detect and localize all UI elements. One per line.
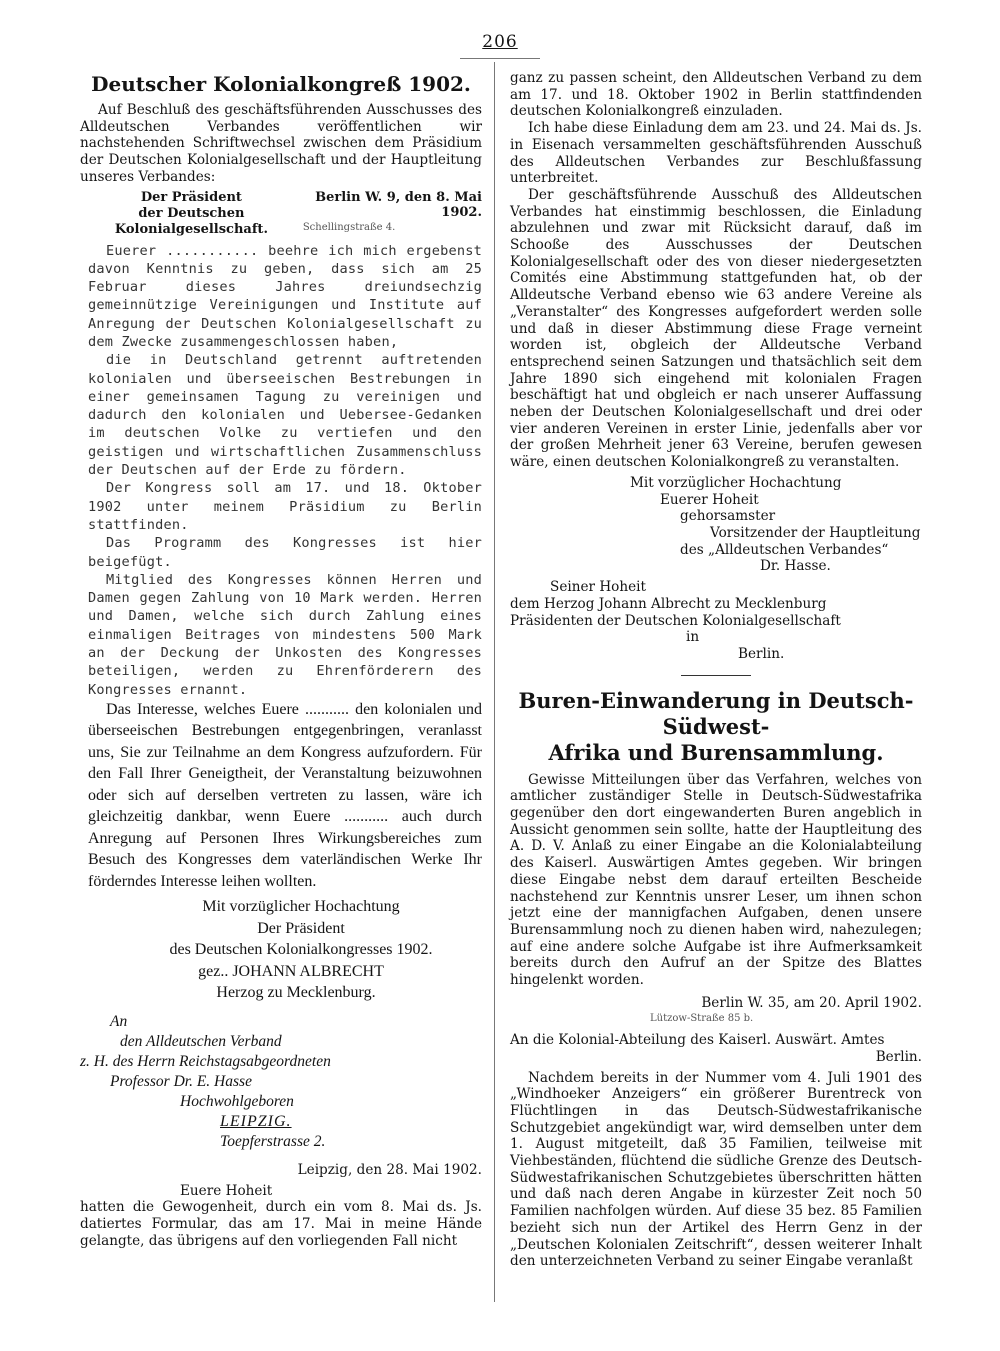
section-separator — [681, 675, 751, 676]
letter-header — [80, 190, 482, 238]
address-line: Professor Dr. E. Hasse — [110, 1072, 252, 1090]
recipient-line: Präsidenten der Deutschen Kolonialgesellschaft — [510, 612, 841, 629]
recipient-line: dem Herzog Johann Albrecht zu Mecklenburg — [510, 595, 827, 612]
letter-paragraph: Der Kongress soll am 17. und 18. Oktober 1902 unter meinem Präsidium zu Berlin stattfinden. — [88, 480, 482, 533]
place-date-block — [303, 190, 482, 235]
section-title — [510, 688, 922, 766]
letter-paragraph: die in Deutschland getrennt auftretenden kolonialen und überseeischen Bestrebungen in einer gemeinsamen Tagung zu vereinigen und dadurch den kolonialen und Uebersee-Gedanken im deutschen Volke zu vertiefen und den geistigen und wirtschaftlichen Zusammenschluss der Deutschen auf der Erde zu fördern. — [88, 352, 482, 479]
letter-recipient-city: Berlin. — [875, 1048, 922, 1065]
closing-line: Dr. Hasse. — [760, 558, 831, 575]
letter-body: Nachdem bereits in der Nummer vom 4. Juli 1901 des „Windhoeker Anzeigers“ ein größerer Burentreck von Flüchtlingen in das Deutsch-Südwestafrikanische Schutzgebiet angekündigt war, wird demselben unter dem 1. August mitgeteilt, daß 35 Familien, teilweise mit Viehbeständen, flüchtend die südliche Grenze des Deutsch-Südwestafrikanischen Schutzgebietes überschritten hätten und daß nach deren Angabe in kürzester Zeit noch 50 Familien nachfolgen würden. Auf diese 35 bez. 85 Familien bezieht sich nun der Artikel des Herrn Genz in der „Deutschen Kolonialen Zeitschrift“, dessen weiterer Inhalt den unterzeichneten Verband zu seiner Eingabe veranlaßt — [510, 1069, 922, 1270]
closing-line: Euerer Hoheit — [660, 491, 759, 508]
address-block — [80, 1012, 482, 1152]
article-title: Deutscher Kolonialkongreß 1902. — [91, 72, 471, 96]
column-divider — [494, 62, 495, 1302]
reply-salutation: Euere Hoheit — [180, 1182, 273, 1199]
place-date: Berlin W. 9, den 8. Mai 1902. — [315, 189, 482, 220]
letter-place-date: Berlin W. 35, am 20. April 1902. — [701, 994, 922, 1011]
closing-line: gehorsamster — [680, 508, 776, 525]
address-an: An — [110, 1012, 128, 1030]
letter-paragraph: Das Programm des Kongresses ist hier beigefügt. — [88, 535, 482, 570]
right-column — [510, 70, 922, 1270]
closing: Mit vorzüglicher Hochachtung — [630, 474, 842, 491]
letter-paragraph: Mitglied des Kongresses können Herren und Damen gegen Zahlung von 10 Mark werden. Herren und Damen, welche sich durch Zahlung eines einmaligen Beitrages von mindestens 500 Mark an der Deckung der Unkosten des Kongresses beteiligen, werden zu Ehrenförderern des Kongresses ernannt. — [88, 571, 482, 698]
recipient-line: in — [686, 629, 700, 646]
address-line: den Alldeutschen Verband — [120, 1032, 282, 1050]
sender-block — [80, 190, 303, 238]
intro-paragraph: Auf Beschluß des geschäftsführenden Ausschusses des Alldeutschen Verbandes veröffentlichen wir nachstehenden Schriftwechsel zwischen dem Präsidium der Deutschen Kolonialgesellschaft und der Hauptleitung unseres Verbandes: — [80, 102, 482, 185]
address-line: Hochwohlgeboren — [180, 1092, 294, 1110]
recipient-city: Berlin. — [738, 645, 785, 662]
closing: Mit vorzüglicher Hochachtung — [202, 898, 400, 916]
letter-paragraph: Euerer ........... beehre ich mich ergebenst davon Kenntnis zu geben, dass sich am 25 Februar dieses Jahres dreiundsechzig gemeinnützige Vereinigungen und Institute auf Anregung der Deutschen Kolonialgesellschaft zu dem Zwecke zusammengeschlossen haben, — [88, 242, 482, 350]
letter-body — [80, 242, 482, 893]
section-intro: Gewisse Mitteilungen über das Verfahren, welches von amtlicher zuständiger Stelle in Deutsch-Südwestafrika gegenüber den dort eingewanderten Buren angeblich in Aussicht genommen sein sollte, hatte der Hauptleitung des A. D. V. Anlaß zu einer Eingabe an die Kolonialabteilung des Kaiserl. Auswärtigen Amtes gegeben. Wir bringen diese Eingabe nebst dem darauf erteilten Bescheide nachstehend zur Kenntnis unsrer Leser, um ihnen schon jetzt eine der mannigfachen Aufgaben, denen unsere Burensammlung noch zu dienen haben wird, nahezulegen; auf eine andere solche Aufgabe ist ihre Aufmerksamkeit bereits durch den Aufruf an der Spitze des Blattes hingelenkt worden. — [510, 771, 922, 989]
page-number: 206 — [482, 32, 518, 52]
reply-place-date: Leipzig, den 28. Mai 1902. — [297, 1161, 482, 1178]
address-street: Toepferstrasse 2. — [220, 1132, 326, 1150]
letter-paragraph: Das Interesse, welches Euere ........... den kolonialen und überseeischen Bestrebungen entgegenbringen, veranlasst uns, Sie zur Teilnahme an dem Kongress aufzufordern. Für den Fall Ihrer Geneigtheit, der Veranstaltung beizuwohnen oder sich auf derselben vertreten zu lassen, wäre ich gleichzeitig dankbar, wenn Euere ........... auch durch Anregung auf Personen Ihres Wirkungsbereiches zum Besuch des Kongresses dem vaterländischen Werke Ihr förderndes Interesse leihen wollten. — [88, 700, 482, 890]
section-title-line: Afrika und Burensammlung. — [548, 739, 884, 765]
sender-line: der Deutschen Kolonialgesellschaft. — [114, 205, 268, 237]
recipient-block — [510, 579, 922, 663]
letter-recipient: An die Kolonial-Abteilung des Kaiserl. Auswärt. Amtes — [510, 1032, 885, 1049]
street: Schellingstraße 4. — [302, 221, 396, 233]
closing-line: Vorsitzender der Hauptleitung — [710, 524, 921, 541]
address-city-text: LEIPZIG. — [220, 1112, 292, 1130]
top-rule — [460, 58, 540, 59]
recipient-title: Seiner Hoheit — [550, 579, 646, 596]
address-city — [80, 1112, 482, 1132]
signature-name: gez.. JOHANN ALBRECHT — [198, 962, 384, 980]
left-column — [80, 70, 482, 1249]
letter-street: Lützow-Straße 85 b. — [650, 1013, 754, 1025]
address-line: z. H. des Herrn Reichstagsabgeordneten — [80, 1052, 331, 1070]
sender-line: Der Präsident — [140, 189, 242, 205]
reply-continued: ganz zu passen scheint, den Alldeutschen Verband zu dem am 17. und 18. Oktober 1902 in Berlin stattfindenden deutschen Kolonialkongreß einzuladen. — [510, 70, 922, 120]
signature-title: Herzog zu Mecklenburg. — [216, 984, 376, 1002]
reply-signature — [510, 475, 922, 575]
closing-line: des „Alldeutschen Verbandes“ — [680, 541, 889, 558]
reply-continued: Der geschäftsführende Ausschuß des Alldeutschen Verbandes hat einstimmig beschlossen, die Einladung abzulehnen und zwar mit Rücksicht darauf, daß im Schooße des Ausschusses der Deutschen Kolonialgesellschaft oder des von dieser niedergesetzten Comités eine Abstimmung stattgefunden hat, ob der Alldeutsche Verband ebenso wie 63 andere Vereine als „Veranstalter“ des Kongresses aufgefordert werden solle und daß in dieser Abstimmung diese Frage verneint worden ist, obgleich der Alldeutsche Verband entsprechend seinen Satzungen und thatsächlich seit dem Jahre 1890 sich eingehend mit kolonialen Fragen beschäftigt hat und obgleich er nach unserer Auffassung neben der Deutschen Kolonialgesellschaft und drei oder vier anderen Vereinen in erster Linie, jedenfalls aber vor der großen Mehrheit jener 63 Vereine, berufen gewesen wäre, einen deutschen Kolonialkongreß zu veranstalten. — [510, 186, 922, 471]
president-line: des Deutschen Kolonialkongresses 1902. — [169, 941, 433, 959]
reply-continued: Ich habe diese Einladung dem am 23. und 24. Mai ds. Js. in Eisenach versammelten geschäftsführenden Ausschuß des Alldeutschen Verbandes zur Beschlußfassung unterbreitet. — [510, 120, 922, 187]
reply-text: hatten die Gewogenheit, durch ein vom 8. Mai ds. Js. datiertes Formular, das am 17. Mai in meine Hände gelangte, das übrigens auf den vorliegenden Fall nicht — [80, 1199, 482, 1249]
president-line: Der Präsident — [257, 919, 345, 937]
letter-signature — [80, 896, 482, 1004]
section-title-line: Buren-Einwanderung in Deutsch-Südwest- — [518, 687, 914, 739]
